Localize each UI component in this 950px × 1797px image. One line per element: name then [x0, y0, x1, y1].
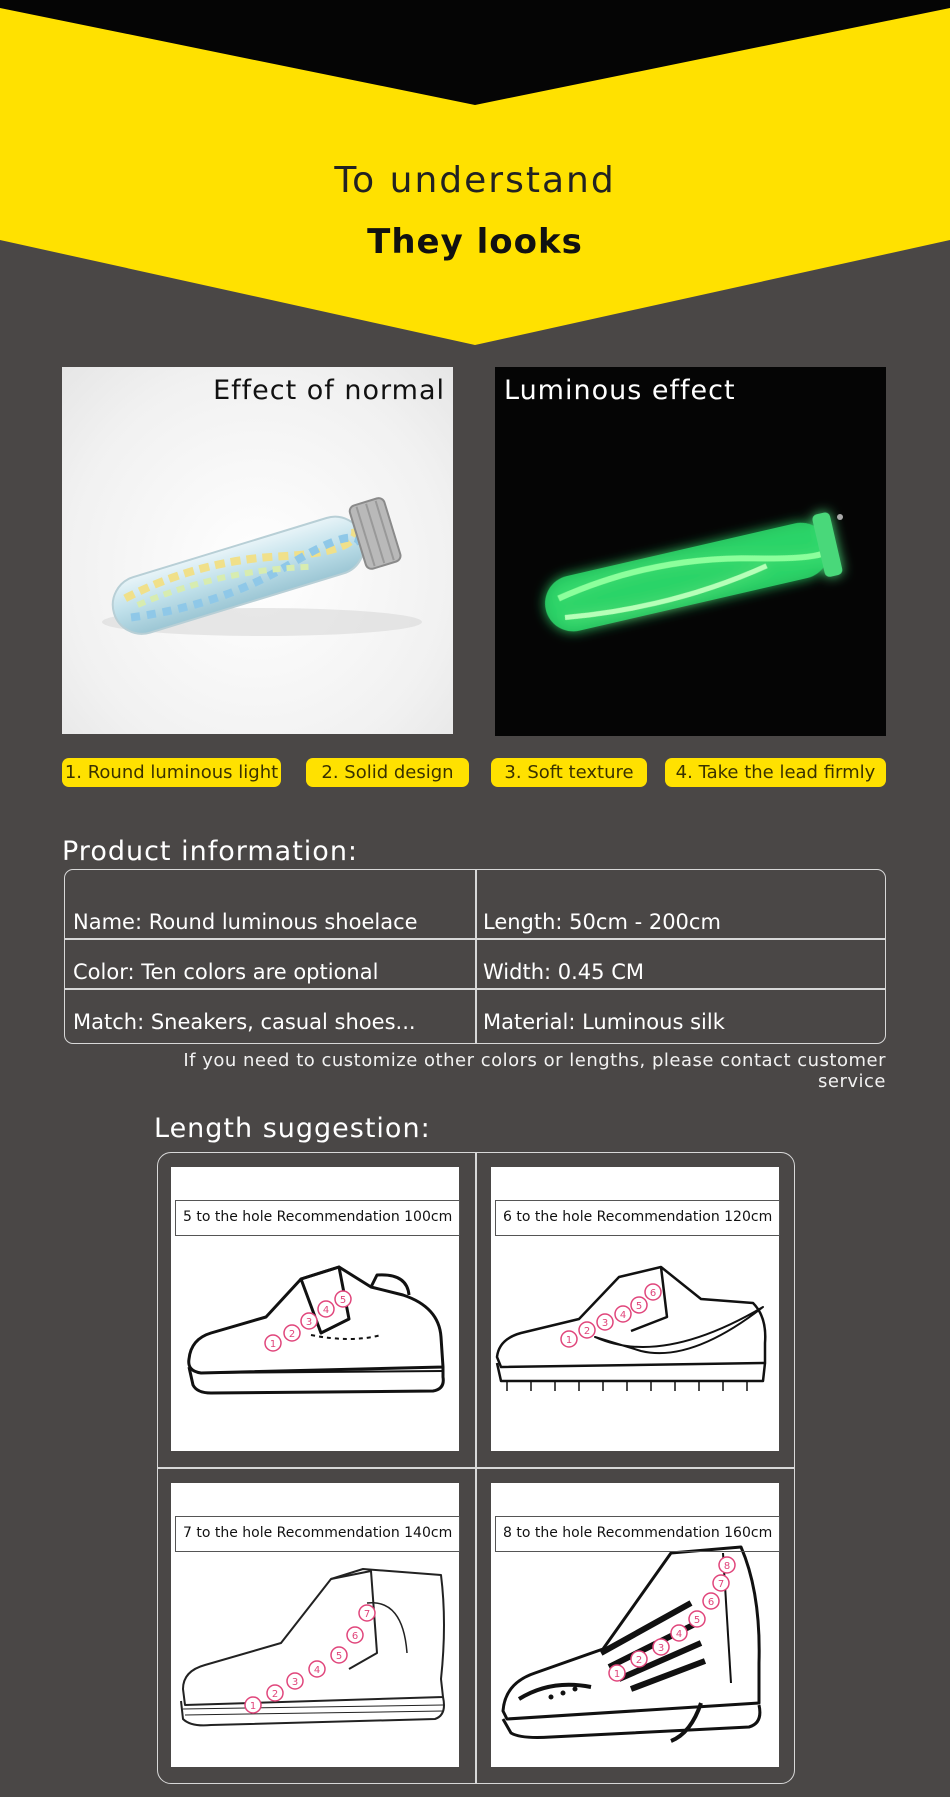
length-card-8-holes — [491, 1483, 779, 1767]
svg-text:6: 6 — [351, 1631, 359, 1642]
product-info-table — [64, 869, 886, 1044]
product-info-title: Product information: — [62, 836, 359, 867]
shoelace-tube-image — [62, 367, 453, 734]
svg-text:6: 6 — [649, 1288, 657, 1299]
info-length: Length: 50cm - 200cm — [483, 910, 721, 934]
svg-text:1: 1 — [269, 1339, 277, 1350]
feature-badge-soft-texture: 3. Soft texture — [491, 758, 647, 787]
customization-note: If you need to customize other colors or lengths, please contact customer service — [183, 1050, 886, 1092]
svg-text:4: 4 — [313, 1665, 321, 1676]
svg-text:4: 4 — [619, 1310, 627, 1321]
svg-text:4: 4 — [675, 1629, 683, 1640]
svg-text:1: 1 — [249, 1701, 257, 1712]
svg-text:3: 3 — [305, 1317, 313, 1328]
info-name: Name: Round luminous shoelace — [73, 910, 418, 934]
length-card-7-holes — [171, 1483, 459, 1767]
info-material: Material: Luminous silk — [483, 1010, 725, 1034]
svg-text:2: 2 — [288, 1329, 296, 1340]
hero-title-line2: They looks — [367, 222, 583, 262]
svg-text:7: 7 — [717, 1579, 725, 1590]
length-label-160cm: 8 to the hole Recommendation 160cm — [495, 1516, 780, 1552]
glowing-tube-image — [495, 367, 886, 736]
length-label-140cm: 7 to the hole Recommendation 140cm — [175, 1516, 460, 1552]
svg-text:3: 3 — [601, 1318, 609, 1329]
feature-badge-solid-design: 2. Solid design — [306, 758, 469, 787]
svg-text:5: 5 — [339, 1295, 347, 1306]
info-color: Color: Ten colors are optional — [73, 960, 379, 984]
length-suggestion-title: Length suggestion: — [154, 1113, 431, 1144]
length-label-100cm: 5 to the hole Recommendation 100cm — [175, 1200, 460, 1236]
normal-effect-caption: Effect of normal — [213, 375, 445, 406]
svg-text:1: 1 — [565, 1335, 573, 1346]
svg-text:3: 3 — [657, 1643, 665, 1654]
length-card-6-holes — [491, 1167, 779, 1451]
svg-text:7: 7 — [363, 1609, 371, 1620]
info-match: Match: Sneakers, casual shoes... — [73, 1010, 416, 1034]
svg-text:2: 2 — [635, 1655, 643, 1666]
hero-title-line1: To understand — [334, 160, 616, 201]
svg-text:1: 1 — [613, 1669, 621, 1680]
feature-badge-round-light: 1. Round luminous light — [62, 758, 281, 787]
svg-text:4: 4 — [322, 1305, 330, 1316]
length-card-5-holes — [171, 1167, 459, 1451]
svg-text:8: 8 — [723, 1561, 731, 1572]
luminous-effect-caption: Luminous effect — [504, 375, 736, 406]
svg-text:5: 5 — [635, 1301, 643, 1312]
svg-text:6: 6 — [707, 1597, 715, 1608]
svg-text:5: 5 — [335, 1651, 343, 1662]
length-label-120cm: 6 to the hole Recommendation 120cm — [495, 1200, 780, 1236]
svg-text:5: 5 — [693, 1615, 701, 1626]
normal-effect-photo — [62, 367, 453, 734]
length-suggestion-grid — [157, 1152, 795, 1784]
svg-text:2: 2 — [271, 1689, 279, 1700]
svg-text:3: 3 — [291, 1677, 299, 1688]
feature-badge-lead-firmly: 4. Take the lead firmly — [665, 758, 886, 787]
hero-banner — [0, 0, 950, 350]
svg-text:2: 2 — [583, 1326, 591, 1337]
info-width: Width: 0.45 CM — [483, 960, 644, 984]
luminous-effect-photo — [495, 367, 886, 736]
